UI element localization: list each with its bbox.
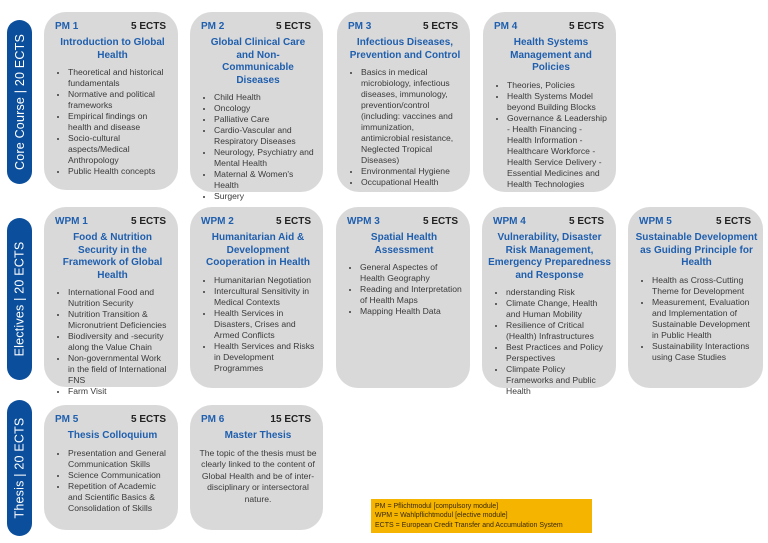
topic-item: • Mapping Health Data [360,306,462,317]
topic-item: • Presentation and General Communication Skills [68,448,170,470]
topic-item: • Health as Cross-Cutting Theme for Development [652,275,755,297]
module-topics [55,67,170,177]
topic-item: • Health Services in Disasters, Crises and Armed Conflicts [214,308,315,341]
module-topics [201,92,315,202]
module-topics [55,448,170,514]
module-card-pm1 [44,12,178,190]
topic-item: • Basics in medical microbiology, infectious diseases, immunology, prevention/control (including: vaccines and immunization, antimicrobial resistance, Neglected Tropical Diseases) [361,67,462,166]
module-ects: 5 ECTS [130,216,166,227]
module-title: Master Thesis [224,430,292,441]
module-ects: 5 ECTS [130,414,166,425]
module-title: Health Systems Management and Policies [510,37,592,73]
legend-line-pm: PM = Pflichtmodul [compulsory module] [375,503,499,510]
module-code: PM 2 [201,21,225,32]
module-card-wpm4 [482,207,616,396]
module-code: WPM 5 [639,216,672,227]
topic-item: • Measurement, Evaluation and Implementation of Sustainable Development in Public Health [652,297,755,341]
module-card-pm2 [190,12,323,201]
module-ects: 5 ECTS [568,216,604,227]
topic-item: • Child Health [214,92,315,103]
module-topics [494,80,608,190]
topic-item: • Theories, Policies [507,80,608,91]
topic-item: • Palliative Care [214,114,315,125]
legend-line-ects: ECTS = European Credit Transfer and Accumulation System [375,521,563,529]
abbreviation-legend [371,499,592,533]
topic-item: • Science Communication [68,470,170,481]
topic-item: • Theoretical and historical fundamentals [68,67,170,89]
module-card-wpm2 [190,207,323,388]
module-code: PM 6 [201,414,225,425]
module-ects: 5 ECTS [715,216,751,227]
topic-item: • Environmental Hygiene [361,166,462,177]
topic-item: • Humanitarian Negotiation [214,275,315,286]
module-code: WPM 3 [347,216,380,227]
module-card-pm5 [44,405,178,530]
module-code: PM 4 [494,21,518,32]
module-title: Introduction to Global Health [60,37,165,61]
module-card-wpm5 [628,207,763,388]
module-code: WPM 4 [493,216,526,227]
topic-item: • Reading and Interpretation of Health Maps [360,284,462,306]
module-title: Infectious Diseases, Prevention and Control [349,37,461,61]
module-code: PM 3 [348,21,372,32]
module-title: Sustainable Development as Guiding Principle for Health [635,232,758,268]
topic-item: • Sustainability Interactions using Case Studies [652,341,755,363]
legend-line-wpm: WPM = Wahlpflichtmodul [elective module] [375,512,508,520]
section-label-text: Thesis | 20 ECTS [12,417,27,519]
topic-item: • General Aspectes of Health Geography [360,262,462,284]
module-ects: 5 ECTS [422,216,458,227]
module-ects: 5 ECTS [422,21,458,32]
module-ects: 5 ECTS [275,21,311,32]
topic-item: • Nutrition Transition & Micronutrient Deficiencies [68,309,170,331]
topic-item: • Occupational Health [361,177,462,188]
topic-item: • Health Services and Risks in Development Programmes [214,341,315,374]
topic-item: • International Food and Nutrition Security [68,287,170,309]
topic-item: • nderstanding Risk [506,287,608,298]
module-title: Global Clinical Care and Non-Communicable Diseases [210,37,306,86]
module-topics [347,262,462,317]
topic-item: • Resilience of Critical (Health) Infrastructures [506,320,608,342]
module-title: Food & Nutrition Security in the Framework of Global Health [62,232,163,281]
topic-item: • Biodiversity and -security along the Value Chain [68,331,170,353]
module-card-pm6 [190,405,323,530]
topic-item: • Neurology, Psychiatry and Mental Health [214,147,315,169]
module-title: Spatial Health Assessment [370,232,438,256]
topic-item: • Surgery [214,191,315,202]
module-topics [55,287,170,397]
module-title: Thesis Colloquium [67,430,158,441]
section-label-text: Electives | 20 ECTS [12,241,27,357]
topic-item: • Oncology [214,103,315,114]
module-ects: 5 ECTS [130,21,166,32]
section-label-text: Core Course | 20 ECTS [12,34,27,170]
section-label-core [7,20,32,184]
topic-item: • Empirical findings on health and disease [68,111,170,133]
topic-item: • Farm Visit [68,386,170,397]
topic-item: • Climpate Policy Frameworks and Public Health [506,364,608,397]
module-topics [639,275,755,363]
module-description: The topic of the thesis must be clearly linked to the content of Global Health and be of inter-disciplinary or intersectoral nature. [199,447,317,504]
module-code: PM 1 [55,21,79,32]
section-label-electives [7,218,32,380]
module-card-wpm1 [44,207,178,396]
module-topics [493,287,608,397]
module-topics [348,67,462,188]
topic-item: • Governance & Leadership - Health Financing - Health Information - Healthcare Workforce - Health Service Delivery - Essential Medicines and Health Technologies [507,113,608,190]
topic-item: • Climate Change, Health and Human Mobility [506,298,608,320]
module-code: PM 5 [55,414,79,425]
module-title: Vulnerability, Disaster Risk Management, Emergency Preparedness and Response [488,232,611,281]
topic-item: • Cardio-Vascular and Respiratory Diseases [214,125,315,147]
module-code: WPM 1 [55,216,88,227]
module-card-pm3 [337,12,470,192]
section-label-thesis [7,400,32,536]
topic-item: • Maternal & Women's Health [214,169,315,191]
module-title: Humanitarian Aid & Development Cooperation in Health [206,232,310,268]
topic-item: • Public Health concepts [68,166,170,177]
module-code: WPM 2 [201,216,234,227]
topic-item: • Intercultural Sensitivity in Medical Contexts [214,286,315,308]
topic-item: • Health Systems Model beyond Building Blocks [507,91,608,113]
topic-item: • Socio-cultural aspects/Medical Anthropology [68,133,170,166]
topic-item: • Best Practices and Policy Perspectives [506,342,608,364]
module-card-wpm3 [336,207,470,388]
topic-item: • Repetition of Academic and Scientific Basics & Consolidation of Skills [68,481,170,514]
module-card-pm4 [483,12,616,192]
topic-item: • Non-governmental Work in the field of International FNS [68,353,170,386]
module-ects: 5 ECTS [275,216,311,227]
topic-item: • Normative and political frameworks [68,89,170,111]
module-ects: 15 ECTS [270,414,311,425]
module-topics [201,275,315,374]
module-ects: 5 ECTS [568,21,604,32]
